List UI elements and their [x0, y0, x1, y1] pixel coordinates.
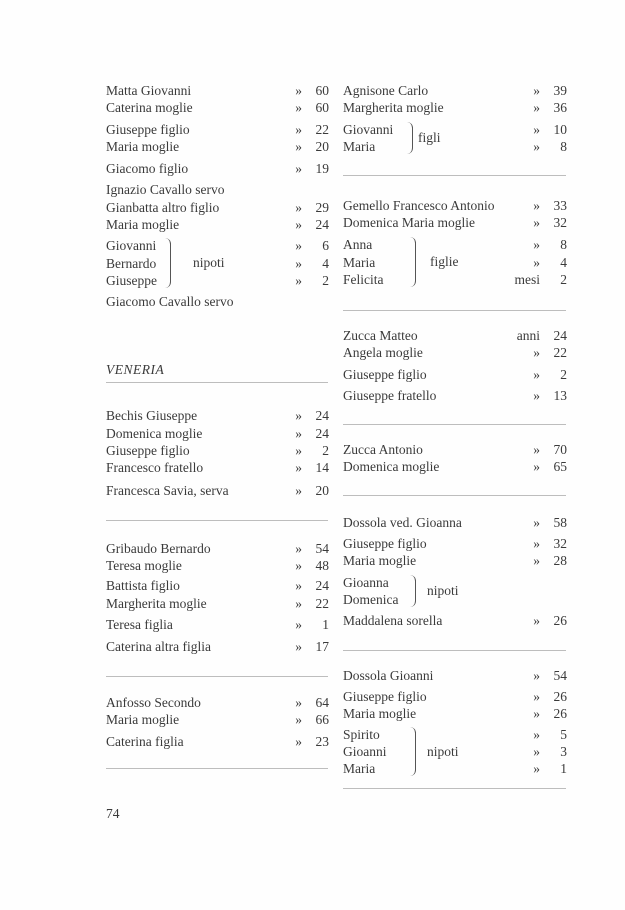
age-value: 60 [315, 83, 329, 98]
age-unit: » [533, 613, 540, 628]
age-value: 6 [322, 238, 329, 253]
group-label: figlie [430, 254, 459, 269]
person-name: Francesca Savia, serva [106, 483, 229, 498]
brace-icon [410, 727, 416, 776]
person-name: Caterina moglie [106, 100, 193, 115]
person-name: Zucca Matteo [343, 328, 418, 343]
person-name: Angela moglie [343, 345, 423, 360]
register-entry [343, 214, 567, 231]
person-name: Gemello Francesco Antonio [343, 198, 495, 213]
register-entry [106, 272, 329, 289]
age-value: 13 [553, 388, 567, 403]
register-entry [343, 197, 567, 214]
age-value: 48 [315, 558, 329, 573]
person-name: Caterina altra figlia [106, 639, 211, 654]
person-name: Felicita [343, 272, 384, 287]
age-value: 26 [553, 689, 567, 704]
group-label: nipoti [427, 743, 459, 759]
age-unit: anni [516, 328, 540, 343]
age-value: 64 [315, 695, 329, 710]
age-unit: » [295, 256, 302, 271]
separator-rule [343, 788, 566, 789]
register-entry [106, 694, 329, 711]
age-unit: » [295, 161, 302, 176]
age-unit: » [295, 460, 302, 475]
age-unit: » [533, 706, 540, 721]
person-name: Zucca Antonio [343, 442, 423, 457]
age-value: 58 [553, 515, 567, 530]
register-entry [343, 99, 567, 116]
register-entry [343, 612, 567, 629]
register-entry [106, 638, 329, 655]
age-unit: » [533, 122, 540, 137]
person-name: Anfosso Secondo [106, 695, 201, 710]
age-value: 4 [322, 256, 329, 271]
person-name: Ignazio Cavallo servo [106, 182, 225, 197]
register-entry [106, 407, 329, 424]
person-name: Giuseppe figlio [343, 689, 427, 704]
age-unit: » [295, 273, 302, 288]
age-value: 22 [553, 345, 567, 360]
age-value: 20 [315, 483, 329, 498]
register-entry [106, 199, 329, 216]
register-entry [343, 441, 567, 458]
person-name: Maria [343, 761, 376, 776]
person-name: Bernardo [106, 256, 157, 271]
age-unit: » [533, 388, 540, 403]
age-value: 5 [560, 727, 567, 742]
age-unit: » [533, 689, 540, 704]
age-unit: » [295, 100, 302, 115]
register-entry [343, 121, 567, 138]
person-name: Matta Giovanni [106, 83, 192, 98]
person-name: Giacomo Cavallo servo [106, 294, 234, 309]
age-unit: » [295, 139, 302, 154]
age-value: 1 [560, 761, 567, 776]
age-unit: » [533, 83, 540, 98]
age-unit: » [533, 761, 540, 776]
register-entry [106, 237, 329, 254]
register-entry [343, 667, 567, 684]
register-entry [343, 236, 567, 253]
age-value: 14 [315, 460, 329, 475]
age-unit: » [295, 712, 302, 727]
age-value: 3 [560, 744, 567, 759]
age-value: 4 [560, 255, 567, 270]
person-name: Margherita moglie [106, 596, 207, 611]
register-entry [343, 366, 567, 383]
age-unit: » [533, 727, 540, 742]
person-name: Domenica [343, 592, 399, 607]
age-value: 32 [553, 215, 567, 230]
register-entry [343, 688, 567, 705]
person-name: Domenica Maria moglie [343, 215, 475, 230]
age-unit: » [533, 100, 540, 115]
register-entry [343, 82, 567, 99]
register-entry [343, 760, 567, 777]
age-value: 54 [553, 668, 567, 683]
age-value: 10 [553, 122, 567, 137]
separator-rule [343, 650, 566, 651]
register-entry [343, 726, 567, 743]
register-entry [106, 459, 329, 476]
age-value: 2 [560, 272, 567, 287]
person-name: Giuseppe fratello [343, 388, 437, 403]
person-name: Dossola Gioanni [343, 668, 434, 683]
person-name: Maddalena sorella [343, 613, 443, 628]
age-value: 29 [315, 200, 329, 215]
separator-rule [106, 768, 328, 769]
age-unit: » [295, 596, 302, 611]
register-entry [343, 535, 567, 552]
person-name: Anna [343, 237, 373, 252]
age-value: 24 [315, 408, 329, 423]
register-entry [106, 733, 329, 750]
age-value: 24 [315, 426, 329, 441]
age-value: 24 [315, 578, 329, 593]
separator-rule [106, 382, 328, 383]
age-unit: » [533, 668, 540, 683]
person-name: Giuseppe [106, 273, 157, 288]
separator-rule [343, 424, 566, 425]
age-value: 65 [553, 459, 567, 474]
register-entry [106, 425, 329, 442]
age-unit: » [533, 237, 540, 252]
register-entry [343, 387, 567, 404]
age-unit: » [533, 255, 540, 270]
age-value: 24 [315, 217, 329, 232]
age-value: 33 [553, 198, 567, 213]
age-unit: » [533, 744, 540, 759]
register-entry [106, 138, 329, 155]
age-unit: » [295, 578, 302, 593]
person-name: Battista figlio [106, 578, 180, 593]
person-name: Giuseppe figlio [106, 443, 190, 458]
age-unit: » [295, 558, 302, 573]
person-name: Bechis Giuseppe [106, 408, 198, 423]
age-value: 17 [315, 639, 329, 654]
person-name: Agnisone Carlo [343, 83, 429, 98]
register-entry [106, 442, 329, 459]
age-value: 19 [315, 161, 329, 176]
person-name: Maria [343, 255, 376, 270]
age-value: 2 [560, 367, 567, 382]
age-value: 54 [315, 541, 329, 556]
age-unit: » [295, 408, 302, 423]
age-unit: » [533, 515, 540, 530]
register-entry [106, 711, 329, 728]
person-name: Gribaudo Bernardo [106, 541, 211, 556]
register-entry [343, 327, 567, 344]
age-unit: » [295, 238, 302, 253]
age-value: 2 [322, 273, 329, 288]
register-entry [106, 99, 329, 116]
age-value: 8 [560, 237, 567, 252]
group-label: nipoti [193, 255, 225, 270]
person-name: Teresa moglie [106, 558, 182, 573]
age-value: 32 [553, 536, 567, 551]
age-value: 20 [315, 139, 329, 154]
brace-icon [410, 237, 416, 287]
age-unit: » [533, 367, 540, 382]
age-value: 60 [315, 100, 329, 115]
person-name: Giovanni [343, 122, 394, 137]
age-value: 26 [553, 613, 567, 628]
register-entry [106, 181, 329, 198]
person-name: Maria moglie [106, 712, 180, 727]
age-unit: » [533, 536, 540, 551]
register-entry [343, 138, 567, 155]
age-value: 22 [315, 122, 329, 137]
person-name: Francesco fratello [106, 460, 204, 475]
register-entry [343, 552, 567, 569]
register-entry [343, 344, 567, 361]
separator-rule [343, 175, 566, 176]
register-entry [343, 458, 567, 475]
person-name: Maria moglie [343, 553, 417, 568]
register-entry [343, 705, 567, 722]
age-value: 28 [553, 553, 567, 568]
register-entry [343, 271, 567, 288]
register-entry [106, 557, 329, 574]
register-entry [106, 293, 329, 310]
age-unit: » [295, 122, 302, 137]
age-value: 22 [315, 596, 329, 611]
register-entry [106, 121, 329, 138]
section-heading: VENERIA [106, 362, 165, 377]
register-entry [106, 160, 329, 177]
register-entry [106, 595, 329, 612]
age-unit: » [295, 695, 302, 710]
brace-icon [165, 238, 171, 288]
group-label: figli [418, 130, 441, 145]
person-name: Giovanni [106, 238, 157, 253]
age-value: 66 [315, 712, 329, 727]
person-name: Maria moglie [106, 139, 180, 154]
age-unit: » [295, 734, 302, 749]
age-unit: » [295, 83, 302, 98]
person-name: Maria [343, 139, 376, 154]
person-name: Dossola ved. Gioanna [343, 515, 462, 530]
person-name: Spirito [343, 727, 380, 742]
person-name: Gioanna [343, 575, 389, 590]
age-unit: » [295, 443, 302, 458]
age-unit: » [533, 198, 540, 213]
register-entry [106, 482, 329, 499]
register-entry [106, 216, 329, 233]
person-name: Domenica moglie [106, 426, 203, 441]
age-value: 70 [553, 442, 567, 457]
person-name: Maria moglie [106, 217, 180, 232]
age-unit: » [295, 426, 302, 441]
age-value: 26 [553, 706, 567, 721]
age-unit: » [295, 617, 302, 632]
age-value: 8 [560, 139, 567, 154]
age-unit: » [295, 483, 302, 498]
person-name: Giacomo figlio [106, 161, 189, 176]
age-value: 1 [322, 617, 329, 632]
brace-icon [407, 122, 413, 154]
separator-rule [343, 495, 566, 496]
age-value: 2 [322, 443, 329, 458]
person-name: Giuseppe figlio [106, 122, 190, 137]
group-label: nipoti [427, 583, 459, 598]
separator-rule [106, 520, 328, 521]
person-name: Domenica moglie [343, 459, 440, 474]
age-unit: » [533, 345, 540, 360]
age-unit: » [533, 459, 540, 474]
page-number: 74 [106, 806, 120, 821]
register-entry [106, 540, 329, 557]
person-name: Caterina figlia [106, 734, 184, 749]
age-unit: » [533, 215, 540, 230]
register-entry [106, 577, 329, 594]
age-value: 24 [553, 328, 567, 343]
person-name: Teresa figlia [106, 617, 173, 632]
person-name: Giuseppe figlio [343, 536, 427, 551]
separator-rule [106, 676, 328, 677]
person-name: Gioanni [343, 744, 387, 759]
age-unit: mesi [514, 272, 540, 287]
person-name: Giuseppe figlio [343, 367, 427, 382]
separator-rule [343, 310, 566, 311]
age-unit: » [533, 139, 540, 154]
brace-icon [410, 575, 416, 607]
age-unit: » [295, 200, 302, 215]
register-entry [343, 514, 567, 531]
age-unit: » [533, 442, 540, 457]
age-unit: » [533, 553, 540, 568]
person-name: Gianbatta altro figlio [106, 200, 220, 215]
age-value: 23 [315, 734, 329, 749]
age-value: 36 [553, 100, 567, 115]
age-unit: » [295, 217, 302, 232]
register-entry [106, 616, 329, 633]
age-unit: » [295, 639, 302, 654]
person-name: Margherita moglie [343, 100, 444, 115]
age-value: 39 [553, 83, 567, 98]
register-entry [106, 82, 329, 99]
age-unit: » [295, 541, 302, 556]
person-name: Maria moglie [343, 706, 417, 721]
